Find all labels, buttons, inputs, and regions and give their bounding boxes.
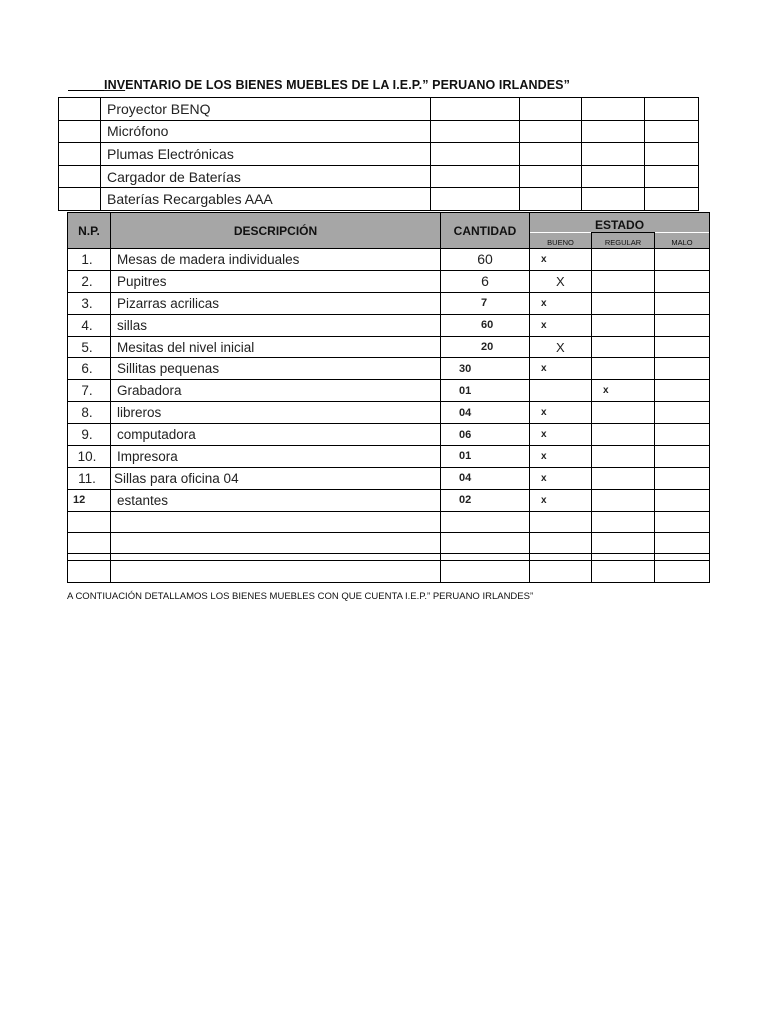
row-number: 6. xyxy=(68,358,111,380)
footnote: A CONTIUACIÓN DETALLAMOS LOS BIENES MUEBLES CON QUE CUENTA I.E.P.” PERUANO IRLANDES” xyxy=(67,591,534,602)
table-row xyxy=(68,402,710,424)
title-prefix: INV xyxy=(104,78,126,92)
row-number: 3. xyxy=(68,292,111,314)
item-description: Proyector BENQ xyxy=(101,98,431,121)
row-quantity: 30 xyxy=(441,358,530,380)
header-good: BUENO xyxy=(530,233,592,249)
inventory-table xyxy=(67,212,710,583)
row-number: 4. xyxy=(68,314,111,336)
row-bad xyxy=(655,424,710,446)
row-description: Grabadora xyxy=(111,380,441,402)
row-number: 8. xyxy=(68,402,111,424)
row-bad xyxy=(655,336,710,358)
row-number: 10. xyxy=(68,446,111,468)
row-description: libreros xyxy=(111,402,441,424)
row-regular xyxy=(592,446,655,468)
row-quantity: 04 xyxy=(441,402,530,424)
row-description: Mesitas del nivel inicial xyxy=(111,336,441,358)
row-good: x xyxy=(530,489,592,511)
row-regular xyxy=(592,358,655,380)
table-row xyxy=(68,446,710,468)
row-number: 12 xyxy=(68,489,111,511)
table-row xyxy=(68,358,710,380)
row-bad xyxy=(655,489,710,511)
row-bad xyxy=(655,446,710,468)
row-bad xyxy=(655,249,710,271)
row-description: Sillitas pequenas xyxy=(111,358,441,380)
row-regular: x xyxy=(592,380,655,402)
row-bad xyxy=(655,314,710,336)
row-regular xyxy=(592,270,655,292)
row-good: x xyxy=(530,358,592,380)
item-description: Micrófono xyxy=(101,120,431,143)
row-good: x xyxy=(530,446,592,468)
header-quantity: CANTIDAD xyxy=(441,213,530,249)
row-regular xyxy=(592,467,655,489)
row-description: estantes xyxy=(111,489,441,511)
row-bad xyxy=(655,270,710,292)
row-good: x xyxy=(530,467,592,489)
title-text: ENTARIO DE LOS BIENES MUEBLES DE LA I.E.P.” PERUANO IRLANDES” xyxy=(125,78,570,92)
row-good: x xyxy=(530,292,592,314)
row-regular xyxy=(592,424,655,446)
row-good xyxy=(530,380,592,402)
row-bad xyxy=(655,358,710,380)
row-good: x xyxy=(530,402,592,424)
header-state: ESTADO xyxy=(530,213,710,233)
row-good: x xyxy=(530,314,592,336)
table-row xyxy=(68,380,710,402)
header-description: DESCRIPCIÓN xyxy=(111,213,441,249)
row-number: 2. xyxy=(68,270,111,292)
row-good: X xyxy=(530,270,592,292)
row-description: computadora xyxy=(111,424,441,446)
table-row-empty xyxy=(68,511,710,532)
table-row xyxy=(68,489,710,511)
header-bad: MALO xyxy=(655,233,710,249)
row-description: Pupitres xyxy=(111,270,441,292)
table-row xyxy=(59,120,699,143)
row-bad xyxy=(655,402,710,424)
item-description: Plumas Electrónicas xyxy=(101,143,431,166)
top-items-table xyxy=(58,97,699,211)
table-row xyxy=(68,424,710,446)
table-row xyxy=(59,188,699,211)
row-bad xyxy=(655,292,710,314)
row-regular xyxy=(592,292,655,314)
row-number: 11. xyxy=(68,467,111,489)
row-regular xyxy=(592,402,655,424)
row-bad xyxy=(655,467,710,489)
table-row xyxy=(68,249,710,271)
table-row xyxy=(68,336,710,358)
table-row xyxy=(59,98,699,121)
table-row xyxy=(59,165,699,188)
table-row xyxy=(68,314,710,336)
item-description: Baterías Recargables AAA xyxy=(101,188,431,211)
row-bad xyxy=(655,380,710,402)
row-regular xyxy=(592,336,655,358)
row-description: Sillas para oficina 04 xyxy=(111,467,441,489)
row-regular xyxy=(592,489,655,511)
table-row xyxy=(59,143,699,166)
document-title xyxy=(68,78,708,96)
row-quantity: 06 xyxy=(441,424,530,446)
header-np: N.P. xyxy=(68,213,111,249)
table-row xyxy=(68,292,710,314)
title-underline-rule xyxy=(68,90,104,91)
row-regular xyxy=(592,314,655,336)
row-number: 7. xyxy=(68,380,111,402)
row-quantity: 7 xyxy=(441,292,530,314)
table-row-empty xyxy=(68,532,710,553)
row-description: Mesas de madera individuales xyxy=(111,249,441,271)
row-good: X xyxy=(530,336,592,358)
row-quantity: 60 xyxy=(441,249,530,271)
row-regular xyxy=(592,249,655,271)
row-quantity: 6 xyxy=(441,270,530,292)
row-quantity: 04 xyxy=(441,467,530,489)
table-row xyxy=(68,467,710,489)
table-row xyxy=(68,270,710,292)
row-description: Pizarras acrilicas xyxy=(111,292,441,314)
row-quantity: 02 xyxy=(441,489,530,511)
row-number: 1. xyxy=(68,249,111,271)
row-quantity: 01 xyxy=(441,446,530,468)
row-number: 5. xyxy=(68,336,111,358)
row-good: x xyxy=(530,424,592,446)
row-quantity: 60 xyxy=(441,314,530,336)
row-quantity: 20 xyxy=(441,336,530,358)
row-number: 9. xyxy=(68,424,111,446)
item-description: Cargador de Baterías xyxy=(101,165,431,188)
row-description: sillas xyxy=(111,314,441,336)
row-description: Impresora xyxy=(111,446,441,468)
table-row-empty xyxy=(68,553,710,560)
table-row-empty xyxy=(68,560,710,582)
row-quantity: 01 xyxy=(441,380,530,402)
row-good: x xyxy=(530,249,592,271)
header-regular: REGULAR xyxy=(592,233,655,249)
